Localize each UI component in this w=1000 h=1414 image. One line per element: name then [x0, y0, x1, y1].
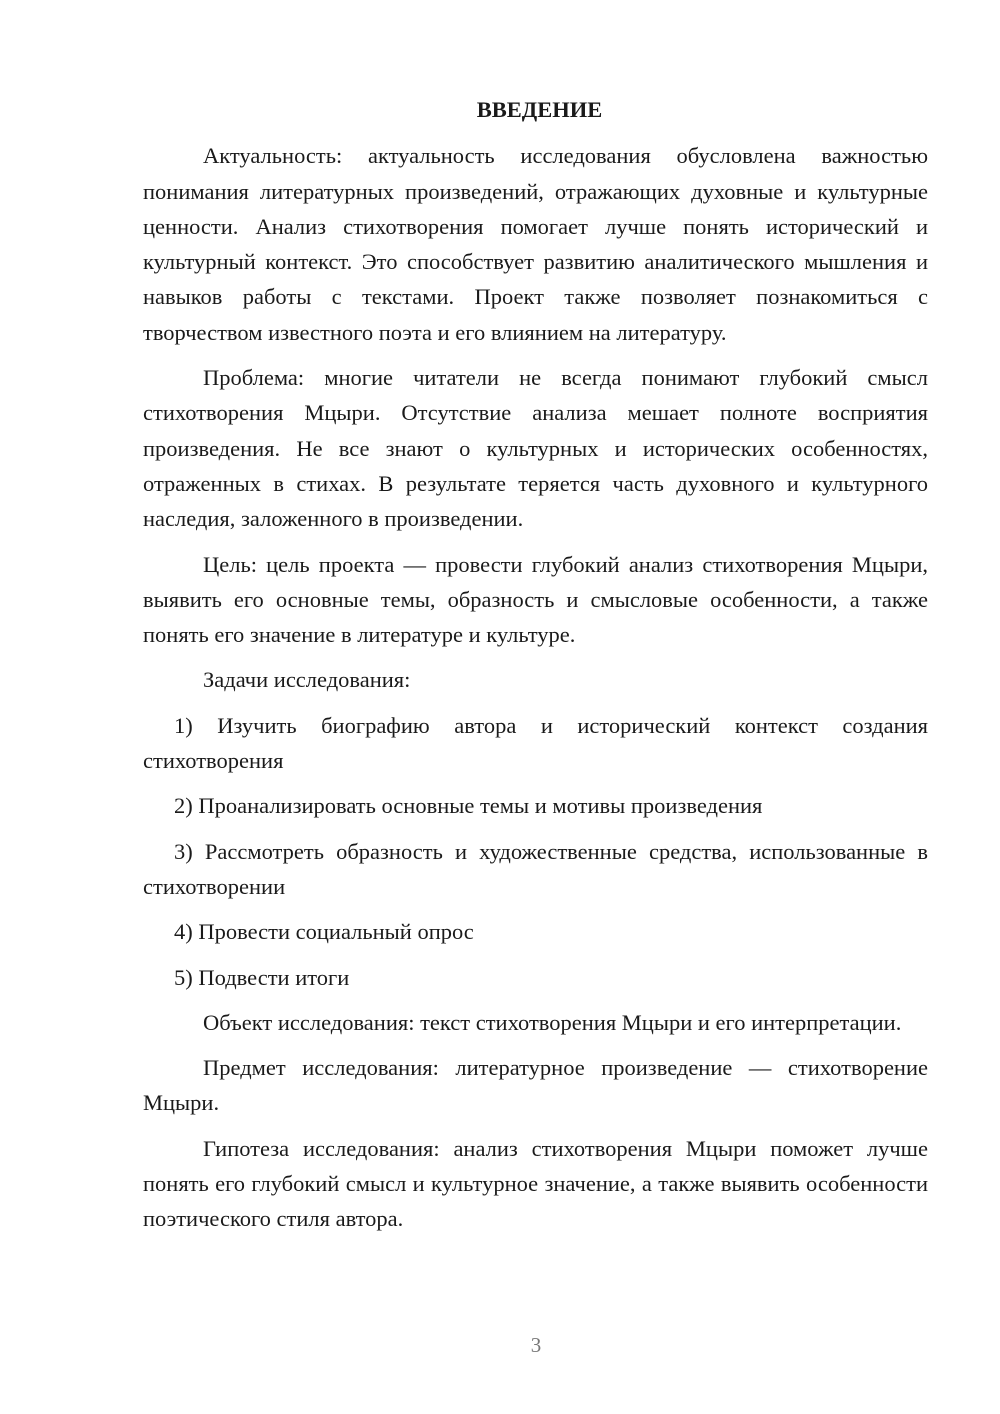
- paragraph-hypothesis: Гипотеза исследования: анализ стихотворения Мцыри поможет лучше понять его глубокий смысл и культурное значение, а также выявить особенности поэтического стиля автора.: [143, 1135, 928, 1232]
- task-item-3: 3) Рассмотреть образность и художественные средства, использованные в стихотворении: [143, 838, 928, 899]
- task-item-1: 1) Изучить биографию автора и исторический контекст создания стихотворения: [143, 712, 928, 774]
- task-item-5: 5) Подвести итоги: [174, 964, 350, 990]
- page-number: 3: [530, 1333, 542, 1357]
- task-item-4: 4) Провести социальный опрос: [174, 919, 474, 945]
- task-item-2: 2) Проанализировать основные темы и мотивы произведения: [174, 793, 763, 819]
- tasks-title: Задачи исследования:: [203, 667, 411, 693]
- paragraph-relevance: Актуальность: актуальность исследования обусловлена важностью понимания литературных произведений, отражающих духовные и культурные ценности. Анализ стихотворения помогает лучше понять исторический и культурный контекст. Это способствует развитию аналитического мышления и навыков работы с текстами. Проект также позволяет познакомиться с творчеством известного поэта и его влиянием на литературу.: [143, 143, 928, 345]
- paragraph-subject: Предмет исследования: литературное произведение — стихотворение Мцыри.: [143, 1055, 928, 1116]
- document-page: [143, 92, 928, 1247]
- paragraph-problem: Проблема: многие читатели не всегда понимают глубокий смысл стихотворения Мцыри. Отсутствие анализа мешает полноте восприятия произведения. Не все знают о культурных и исторических особенностях, отраженных в стихах. В результате теряется часть духовного и культурного наследия, заложенного в произведении.: [143, 365, 928, 532]
- paragraph-goal: Цель: цель проекта — провести глубокий анализ стихотворения Мцыри, выявить его основные темы, образность и смысловые особенности, а также понять его значение в литературе и культуре.: [143, 551, 928, 648]
- section-heading: ВВЕДЕНИЕ: [476, 97, 603, 122]
- paragraph-object: Объект исследования: текст стихотворения Мцыри и его интерпретации.: [203, 1009, 902, 1035]
